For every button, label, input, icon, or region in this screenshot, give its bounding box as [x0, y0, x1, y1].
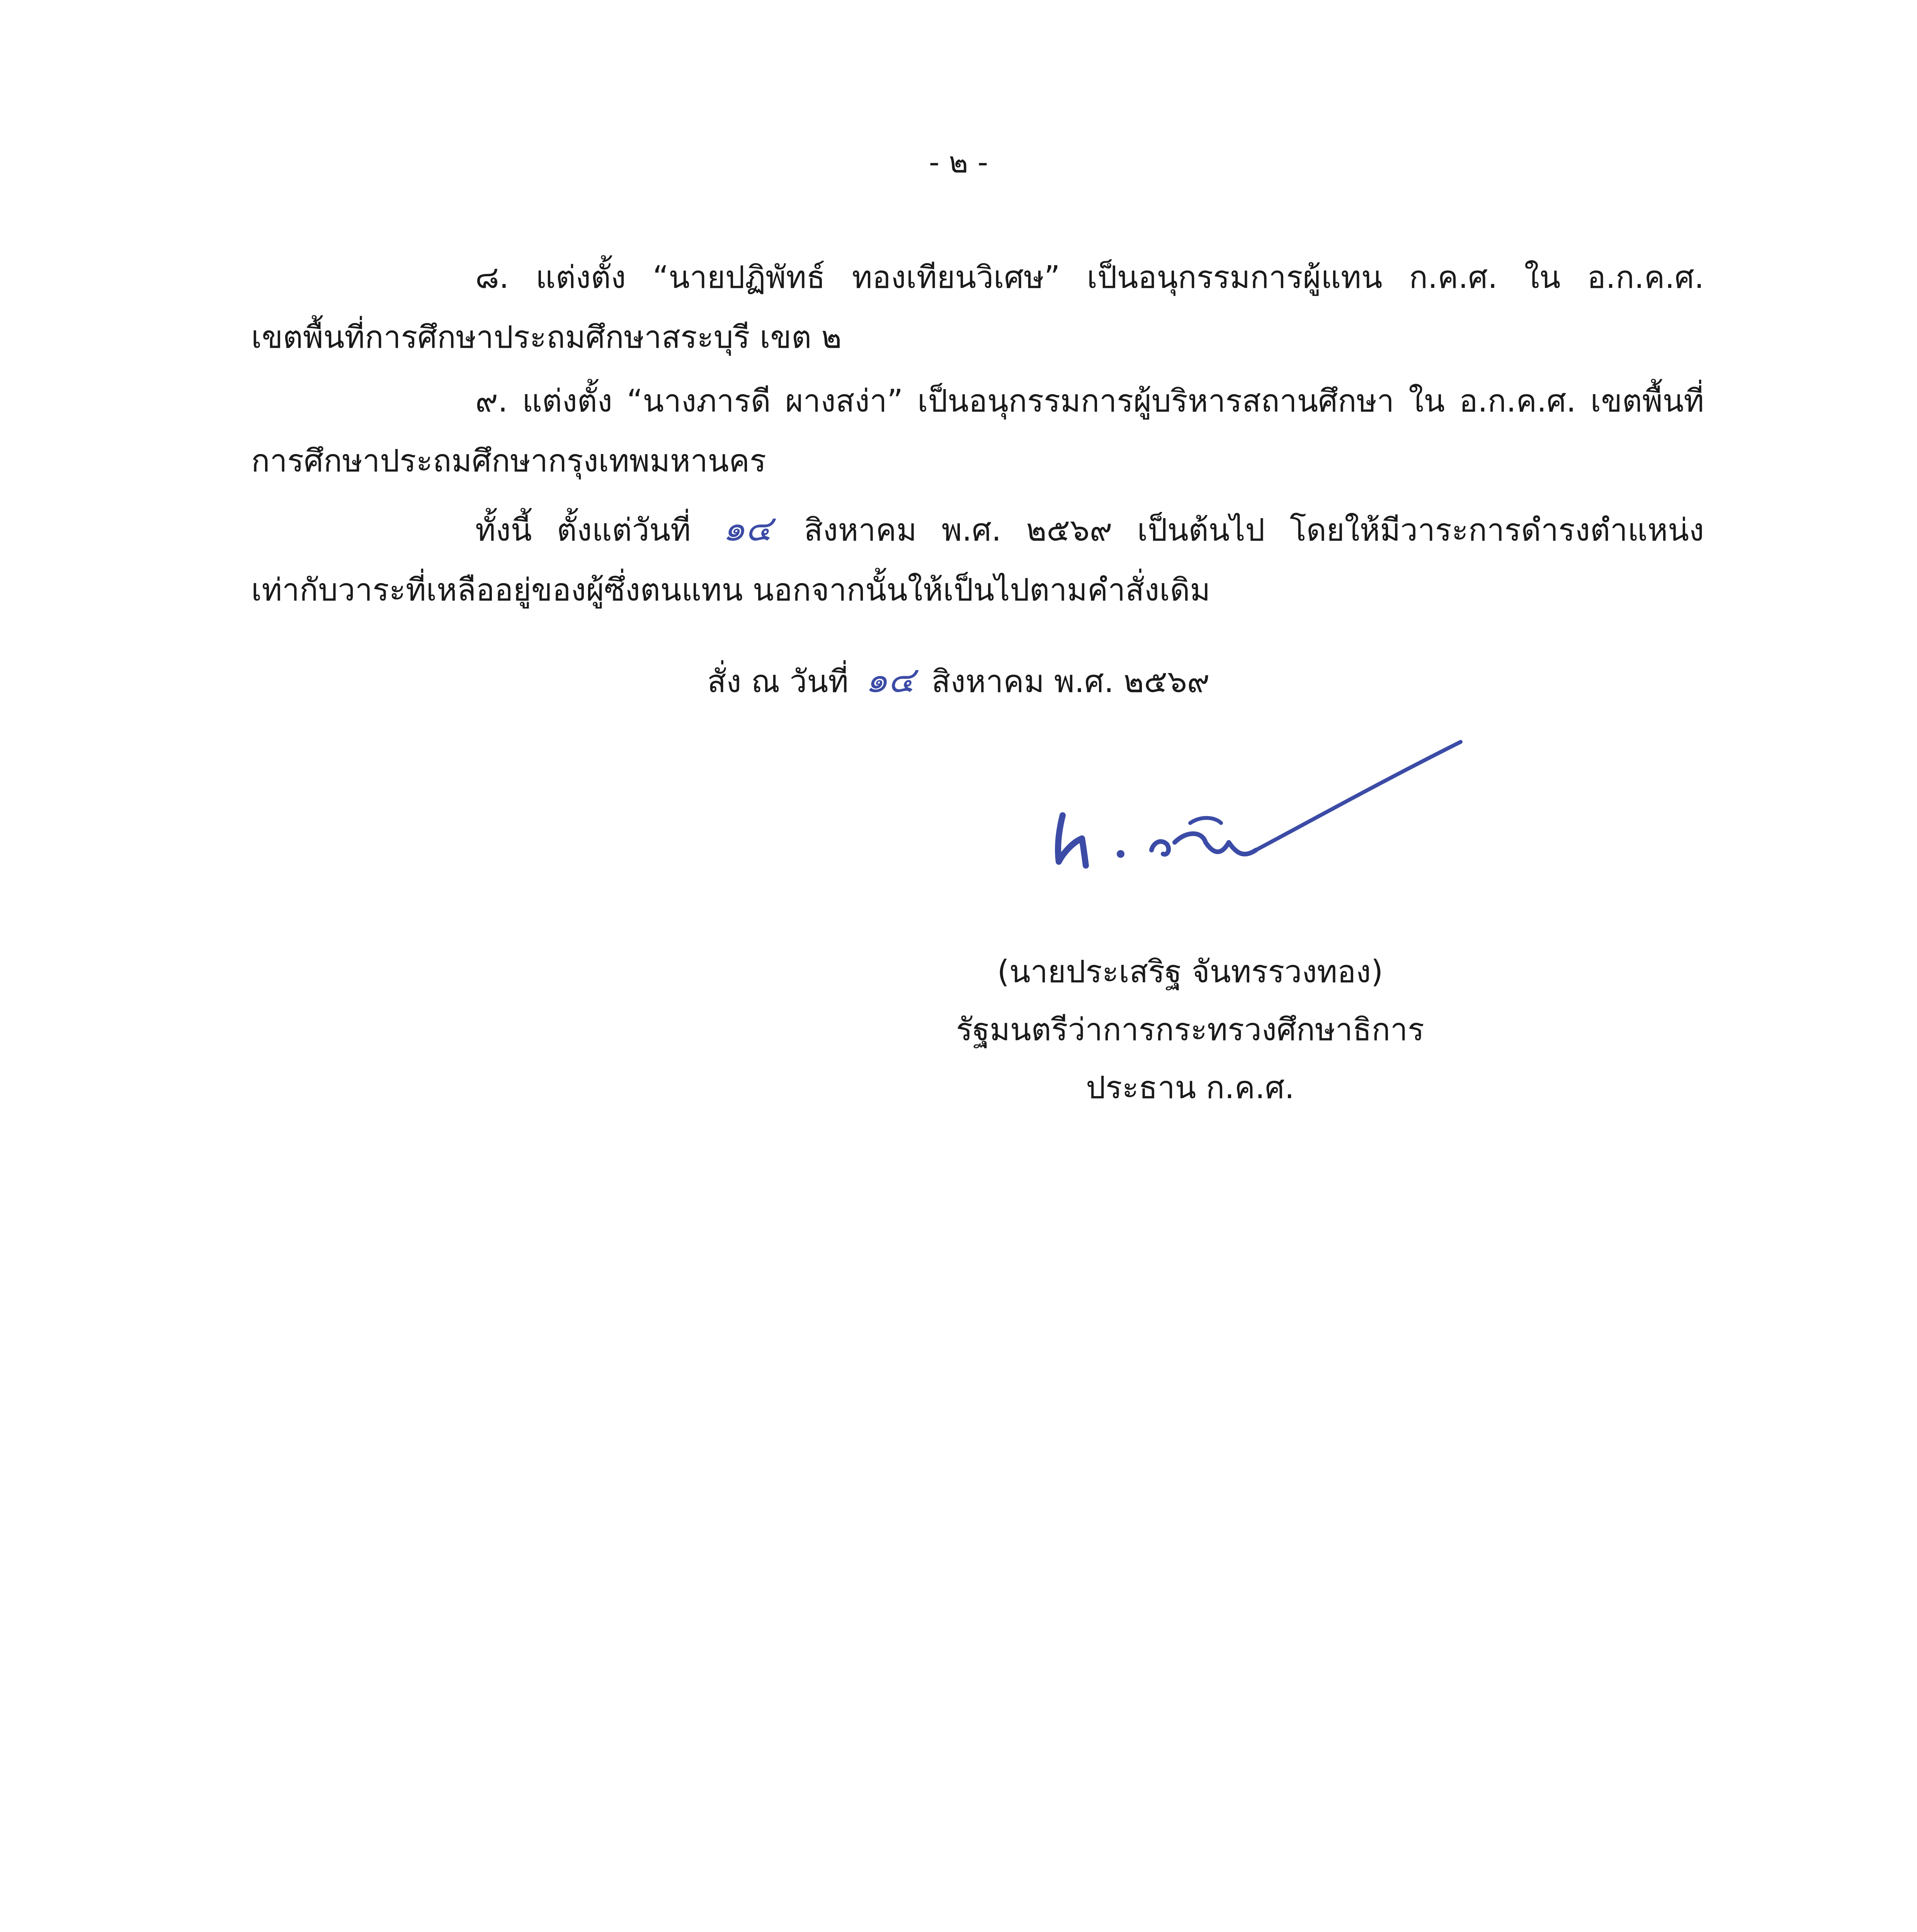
effective-day-handwritten: ๑๔ [723, 508, 772, 549]
paragraph-item-8-line-1: ๘. แต่งตั้ง “นายปฏิพัทธ์ ทองเทียนวิเศษ” เป็นอนุกรรมการผู้แทน ก.ค.ศ. ใน อ.ก.ค.ศ. [475, 259, 1704, 295]
signer-block [900, 943, 1480, 1117]
effective-date-prefix: ทั้งนี้ ตั้งแต่วันที่ [475, 512, 691, 548]
signature-image [1005, 726, 1488, 889]
order-date-prefix: สั่ง ณ วันที่ [707, 663, 849, 699]
signature-stroke-4 [1190, 818, 1221, 823]
effective-date-line-2: เท่ากับวาระที่เหลืออยู่ของผู้ซึ่งตนแทน นอกจากนั้นให้เป็นไปตามคำสั่งเดิม [251, 572, 1211, 608]
order-date-line [0, 657, 1917, 705]
paragraph-item-8 [251, 247, 1704, 367]
order-day-handwritten: ๑๔ [865, 659, 915, 701]
signature-dot [1117, 850, 1124, 858]
signer-title: รัฐมนตรีว่าการกระทรวงศึกษาธิการ [956, 1012, 1424, 1048]
paragraph-item-9-line-2: การศึกษาประถมศึกษากรุงเทพมหานคร [251, 443, 766, 479]
order-date-suffix: สิงหาคม พ.ศ. ๒๕๖๙ [931, 663, 1210, 699]
signature-stroke-1 [1058, 815, 1086, 866]
paragraph-item-9-line-1: ๙. แต่งตั้ง “นางภารดี ผางสง่า” เป็นอนุกรรมการผู้บริหารสถานศึกษา ใน อ.ก.ค.ศ. เขตพื้นที่ [475, 383, 1704, 419]
signature-stroke-5 [1256, 742, 1461, 850]
signer-name: (นายประเสริฐ จันทรรวงทอง) [997, 954, 1383, 990]
paragraph-item-9 [251, 371, 1704, 491]
effective-date-line-1 [251, 498, 1704, 560]
signer-role: ประธาน ก.ค.ศ. [1086, 1070, 1294, 1105]
effective-date-suffix: สิงหาคม พ.ศ. ๒๕๖๙ เป็นต้นไป โดยให้มีวาระการดำรงตำแหน่ง [804, 512, 1704, 548]
paragraph-item-8-line-2: เขตพื้นที่การศึกษาประถมศึกษาสระบุรี เขต ๒ [251, 319, 842, 355]
signature-stroke-2 [1152, 842, 1169, 854]
effective-date-paragraph [251, 498, 1704, 620]
signature-stroke-3 [1175, 834, 1256, 854]
page-number: - ๒ - [929, 145, 988, 179]
